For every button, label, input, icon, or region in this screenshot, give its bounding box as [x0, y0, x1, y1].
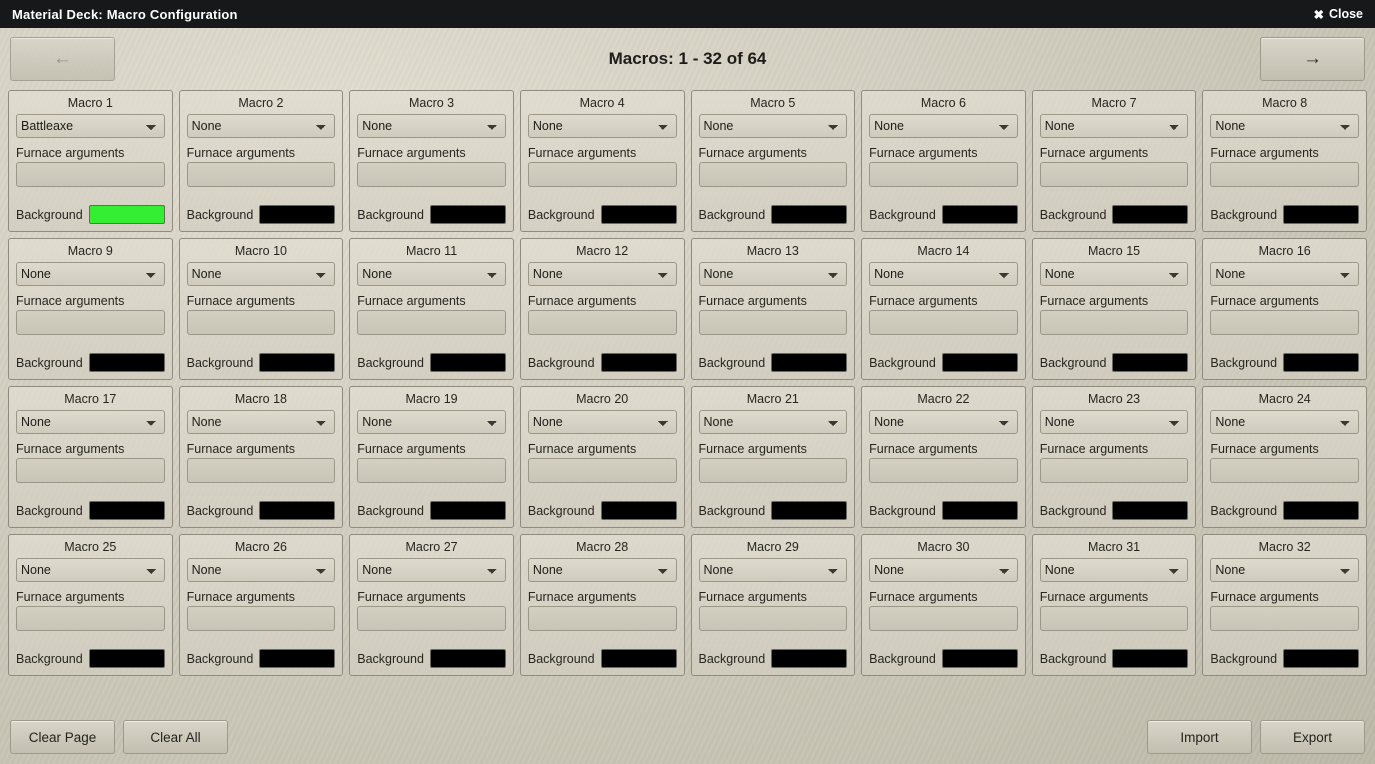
- furnace-arguments-input[interactable]: [1040, 310, 1189, 335]
- furnace-arguments-label: Furnace arguments: [698, 442, 807, 456]
- macro-card: [349, 386, 514, 528]
- macro-select[interactable]: [869, 262, 1018, 286]
- macro-card: [861, 90, 1026, 232]
- macro-title: Macro 6: [920, 96, 967, 110]
- furnace-arguments-input[interactable]: [699, 606, 848, 631]
- macro-select[interactable]: [1210, 262, 1359, 286]
- macro-title: Macro 11: [405, 244, 458, 258]
- furnace-arguments-input[interactable]: [869, 310, 1018, 335]
- background-label: Background: [698, 207, 766, 222]
- furnace-arguments-input[interactable]: [699, 162, 848, 187]
- background-row: [699, 649, 848, 668]
- background-label: Background: [869, 651, 936, 666]
- background-color-swatch[interactable]: [771, 649, 847, 668]
- macro-card: [691, 534, 856, 676]
- background-row: [869, 501, 1018, 520]
- furnace-arguments-label: Furnace arguments: [357, 146, 466, 160]
- background-label: Background: [1210, 651, 1278, 666]
- macro-title: Macro 8: [1262, 96, 1308, 110]
- macro-card: [8, 90, 173, 232]
- macro-title: Macro 3: [408, 96, 455, 110]
- background-color-swatch[interactable]: [1283, 501, 1359, 520]
- background-color-swatch[interactable]: [430, 649, 506, 668]
- background-label: Background: [16, 207, 83, 222]
- furnace-arguments-input[interactable]: [16, 606, 165, 631]
- background-label: Background: [527, 355, 595, 370]
- background-color-swatch[interactable]: [942, 501, 1018, 520]
- background-label: Background: [698, 651, 766, 666]
- background-row: [869, 649, 1018, 668]
- background-label: Background: [1210, 355, 1278, 370]
- macro-card: [179, 386, 344, 528]
- previous-page-button[interactable]: [10, 37, 115, 81]
- furnace-arguments-label: Furnace arguments: [16, 590, 125, 604]
- furnace-arguments-label: Furnace arguments: [1039, 590, 1149, 604]
- furnace-arguments-label: Furnace arguments: [16, 146, 125, 160]
- macro-card: [179, 238, 344, 380]
- furnace-arguments-label: Furnace arguments: [186, 146, 296, 160]
- background-label: Background: [186, 651, 254, 666]
- background-label: Background: [16, 503, 83, 518]
- close-button[interactable]: [1313, 7, 1363, 22]
- pager-header: [0, 28, 1375, 90]
- macro-card: [8, 386, 173, 528]
- macro-select[interactable]: [357, 114, 506, 138]
- background-row: [528, 205, 677, 224]
- macro-card: [861, 386, 1026, 528]
- background-label: Background: [1210, 207, 1278, 222]
- furnace-arguments-label: Furnace arguments: [1039, 294, 1149, 308]
- furnace-arguments-label: Furnace arguments: [698, 294, 807, 308]
- macro-card: [8, 534, 173, 676]
- furnace-arguments-label: Furnace arguments: [357, 294, 466, 308]
- background-row: [528, 501, 677, 520]
- background-color-swatch[interactable]: [942, 205, 1018, 224]
- macro-card: [1202, 238, 1367, 380]
- furnace-arguments-label: Furnace arguments: [869, 146, 978, 160]
- background-row: [528, 353, 677, 372]
- arrow-left-icon: ←: [53, 48, 72, 69]
- import-button[interactable]: Import: [1147, 720, 1252, 754]
- macro-select[interactable]: [869, 558, 1018, 582]
- clear-page-button[interactable]: Clear Page: [10, 720, 115, 754]
- macro-select[interactable]: [528, 558, 677, 582]
- macro-title: Macro 21: [746, 392, 799, 406]
- macro-select[interactable]: [16, 410, 165, 434]
- furnace-arguments-input[interactable]: [528, 162, 677, 187]
- macro-select[interactable]: [357, 410, 506, 434]
- background-label: Background: [357, 355, 424, 370]
- macro-select[interactable]: [699, 114, 848, 138]
- macro-select[interactable]: [869, 410, 1018, 434]
- background-label: Background: [186, 503, 254, 518]
- furnace-arguments-label: Furnace arguments: [357, 590, 466, 604]
- arrow-right-icon: →: [1303, 48, 1322, 69]
- furnace-arguments-input[interactable]: [16, 458, 165, 483]
- macro-card: [1202, 534, 1367, 676]
- background-color-swatch[interactable]: [259, 353, 335, 372]
- background-label: Background: [527, 651, 595, 666]
- background-label: Background: [1039, 207, 1107, 222]
- furnace-arguments-label: Furnace arguments: [869, 442, 978, 456]
- background-row: [357, 205, 506, 224]
- macro-title: Macro 15: [1088, 244, 1141, 258]
- furnace-arguments-input[interactable]: [1210, 606, 1359, 631]
- background-label: Background: [186, 355, 254, 370]
- background-color-swatch[interactable]: [601, 501, 677, 520]
- macro-title: Macro 1: [67, 96, 113, 110]
- macro-card: [520, 238, 685, 380]
- background-color-swatch[interactable]: [89, 501, 165, 520]
- furnace-arguments-label: Furnace arguments: [527, 294, 637, 308]
- furnace-arguments-label: Furnace arguments: [1210, 442, 1319, 456]
- clear-all-button[interactable]: Clear All: [123, 720, 228, 754]
- background-row: [187, 649, 336, 668]
- macro-title: Macro 18: [234, 392, 287, 406]
- macro-select[interactable]: [187, 114, 336, 138]
- background-color-swatch[interactable]: [89, 205, 165, 224]
- furnace-arguments-input[interactable]: [869, 458, 1018, 483]
- furnace-arguments-label: Furnace arguments: [186, 442, 296, 456]
- furnace-arguments-input[interactable]: [187, 606, 336, 631]
- background-row: [1210, 501, 1359, 520]
- macro-select[interactable]: [357, 262, 506, 286]
- macro-card: [520, 386, 685, 528]
- furnace-arguments-input[interactable]: [1210, 162, 1359, 187]
- furnace-arguments-input[interactable]: [16, 162, 165, 187]
- background-row: [699, 353, 848, 372]
- furnace-arguments-input[interactable]: [1040, 458, 1189, 483]
- macro-select[interactable]: [699, 410, 848, 434]
- title-bar: [0, 0, 1375, 28]
- macro-select[interactable]: [528, 410, 677, 434]
- macro-title: Macro 26: [234, 540, 287, 554]
- macro-select[interactable]: [357, 558, 506, 582]
- next-page-button[interactable]: [1260, 37, 1365, 81]
- macro-select[interactable]: [1210, 558, 1359, 582]
- furnace-arguments-label: Furnace arguments: [1210, 590, 1319, 604]
- background-color-swatch[interactable]: [771, 501, 847, 520]
- furnace-arguments-label: Furnace arguments: [186, 294, 296, 308]
- furnace-arguments-label: Furnace arguments: [1210, 146, 1319, 160]
- macro-title: Macro 24: [1258, 392, 1311, 406]
- macro-title: Macro 30: [917, 540, 970, 554]
- background-row: [16, 353, 165, 372]
- background-color-swatch[interactable]: [259, 501, 335, 520]
- background-row: [1040, 501, 1189, 520]
- furnace-arguments-label: Furnace arguments: [1210, 294, 1319, 308]
- macro-title: Macro 2: [238, 96, 284, 110]
- macro-title: Macro 13: [746, 244, 799, 258]
- macro-title: Macro 19: [405, 392, 458, 406]
- macro-select[interactable]: [699, 558, 848, 582]
- background-label: Background: [1039, 503, 1107, 518]
- background-row: [187, 353, 336, 372]
- background-label: Background: [698, 355, 766, 370]
- furnace-arguments-label: Furnace arguments: [1039, 146, 1149, 160]
- background-color-swatch[interactable]: [89, 353, 165, 372]
- background-color-swatch[interactable]: [601, 353, 677, 372]
- close-label: Close: [1328, 7, 1363, 21]
- macro-title: Macro 10: [234, 244, 287, 258]
- macro-select[interactable]: [528, 262, 677, 286]
- background-row: [16, 501, 165, 520]
- macro-select[interactable]: [16, 114, 165, 138]
- background-row: [699, 205, 848, 224]
- macro-select[interactable]: [1040, 558, 1189, 582]
- background-label: Background: [357, 503, 424, 518]
- macro-select[interactable]: [869, 114, 1018, 138]
- furnace-arguments-label: Furnace arguments: [186, 590, 296, 604]
- furnace-arguments-input[interactable]: [357, 162, 506, 187]
- furnace-arguments-input[interactable]: [357, 458, 506, 483]
- macro-select[interactable]: [699, 262, 848, 286]
- macro-select[interactable]: [528, 114, 677, 138]
- macro-select[interactable]: [187, 262, 336, 286]
- furnace-arguments-input[interactable]: [1210, 310, 1359, 335]
- footer-bar: [0, 720, 1375, 754]
- furnace-arguments-input[interactable]: [357, 606, 506, 631]
- background-label: Background: [527, 207, 595, 222]
- macro-title: Macro 28: [576, 540, 629, 554]
- background-row: [699, 501, 848, 520]
- background-color-swatch[interactable]: [601, 649, 677, 668]
- background-row: [1210, 353, 1359, 372]
- background-row: [869, 353, 1018, 372]
- macro-title: Macro 14: [917, 244, 970, 258]
- background-label: Background: [16, 355, 83, 370]
- background-label: Background: [698, 503, 766, 518]
- macro-card: [349, 238, 514, 380]
- macro-card: [1032, 238, 1197, 380]
- background-row: [16, 205, 165, 224]
- background-row: [16, 649, 165, 668]
- macro-card: [1032, 534, 1197, 676]
- macro-title: Macro 23: [1088, 392, 1141, 406]
- background-row: [869, 205, 1018, 224]
- macro-title: Macro 22: [917, 392, 970, 406]
- macro-title: Macro 17: [64, 392, 117, 406]
- macro-card: [691, 238, 856, 380]
- background-row: [1040, 353, 1189, 372]
- macro-title: Macro 9: [67, 244, 113, 258]
- macro-select[interactable]: [1040, 114, 1189, 138]
- macro-select[interactable]: [1210, 410, 1359, 434]
- background-label: Background: [357, 651, 424, 666]
- macro-card: [691, 90, 856, 232]
- furnace-arguments-label: Furnace arguments: [527, 590, 637, 604]
- macro-grid: [0, 90, 1375, 676]
- page-title: Macros: 1 - 32 of 64: [608, 49, 767, 68]
- background-color-swatch[interactable]: [771, 353, 847, 372]
- furnace-arguments-label: Furnace arguments: [1039, 442, 1149, 456]
- window-title: Material Deck: Macro Configuration: [12, 6, 238, 22]
- background-color-swatch[interactable]: [1112, 205, 1188, 224]
- macro-title: Macro 31: [1088, 540, 1141, 554]
- background-color-swatch[interactable]: [771, 205, 847, 224]
- macro-card: [520, 90, 685, 232]
- furnace-arguments-input[interactable]: [869, 162, 1018, 187]
- furnace-arguments-label: Furnace arguments: [527, 442, 637, 456]
- background-label: Background: [869, 355, 936, 370]
- background-label: Background: [186, 207, 254, 222]
- furnace-arguments-input[interactable]: [1040, 606, 1189, 631]
- background-row: [528, 649, 677, 668]
- macro-card: [179, 90, 344, 232]
- furnace-arguments-input[interactable]: [528, 310, 677, 335]
- background-row: [1210, 649, 1359, 668]
- furnace-arguments-input[interactable]: [528, 606, 677, 631]
- macro-card: [8, 238, 173, 380]
- background-color-swatch[interactable]: [430, 501, 506, 520]
- furnace-arguments-input[interactable]: [187, 162, 336, 187]
- furnace-arguments-label: Furnace arguments: [357, 442, 466, 456]
- macro-title: Macro 5: [750, 96, 796, 110]
- macro-card: [861, 238, 1026, 380]
- furnace-arguments-input[interactable]: [357, 310, 506, 335]
- furnace-arguments-input[interactable]: [699, 458, 848, 483]
- furnace-arguments-label: Furnace arguments: [16, 442, 125, 456]
- furnace-arguments-label: Furnace arguments: [698, 590, 807, 604]
- background-color-swatch[interactable]: [942, 353, 1018, 372]
- macro-card: [691, 386, 856, 528]
- furnace-arguments-input[interactable]: [187, 310, 336, 335]
- furnace-arguments-input[interactable]: [16, 310, 165, 335]
- background-color-swatch[interactable]: [1283, 205, 1359, 224]
- background-color-swatch[interactable]: [430, 353, 506, 372]
- background-row: [1210, 205, 1359, 224]
- background-label: Background: [1039, 355, 1107, 370]
- furnace-arguments-label: Furnace arguments: [869, 294, 978, 308]
- macro-card: [1032, 386, 1197, 528]
- macro-select[interactable]: [187, 410, 336, 434]
- background-color-swatch[interactable]: [601, 205, 677, 224]
- macro-select[interactable]: [1040, 410, 1189, 434]
- macro-select[interactable]: [16, 262, 165, 286]
- macro-card: [1032, 90, 1197, 232]
- furnace-arguments-label: Furnace arguments: [869, 590, 978, 604]
- background-label: Background: [1210, 503, 1278, 518]
- background-label: Background: [527, 503, 595, 518]
- furnace-arguments-label: Furnace arguments: [698, 146, 807, 160]
- furnace-arguments-label: Furnace arguments: [16, 294, 125, 308]
- macro-title: Macro 32: [1258, 540, 1311, 554]
- furnace-arguments-label: Furnace arguments: [527, 146, 637, 160]
- export-button[interactable]: Export: [1260, 720, 1365, 754]
- background-row: [1040, 649, 1189, 668]
- close-icon: ✖: [1313, 7, 1324, 22]
- background-row: [357, 649, 506, 668]
- macro-card: [520, 534, 685, 676]
- macro-select[interactable]: [1040, 262, 1189, 286]
- macro-card: [1202, 386, 1367, 528]
- macro-select[interactable]: [187, 558, 336, 582]
- macro-select[interactable]: [16, 558, 165, 582]
- macro-title: Macro 4: [579, 96, 625, 110]
- macro-title: Macro 25: [64, 540, 117, 554]
- macro-title: Macro 16: [1258, 244, 1311, 258]
- background-row: [1040, 205, 1189, 224]
- background-label: Background: [357, 207, 424, 222]
- background-label: Background: [1039, 651, 1107, 666]
- background-label: Background: [869, 207, 936, 222]
- footer-left-buttons: [10, 720, 228, 754]
- macro-card: [861, 534, 1026, 676]
- macro-card: [179, 534, 344, 676]
- furnace-arguments-input[interactable]: [699, 310, 848, 335]
- furnace-arguments-input[interactable]: [187, 458, 336, 483]
- background-color-swatch[interactable]: [1112, 501, 1188, 520]
- macro-title: Macro 27: [405, 540, 458, 554]
- background-color-swatch[interactable]: [259, 649, 335, 668]
- macro-card: [349, 90, 514, 232]
- furnace-arguments-input[interactable]: [528, 458, 677, 483]
- furnace-arguments-input[interactable]: [1040, 162, 1189, 187]
- background-row: [357, 353, 506, 372]
- macro-title: Macro 20: [576, 392, 629, 406]
- background-color-swatch[interactable]: [259, 205, 335, 224]
- furnace-arguments-input[interactable]: [869, 606, 1018, 631]
- furnace-arguments-input[interactable]: [1210, 458, 1359, 483]
- background-row: [187, 501, 336, 520]
- background-row: [187, 205, 336, 224]
- background-color-swatch[interactable]: [430, 205, 506, 224]
- background-color-swatch[interactable]: [1283, 353, 1359, 372]
- footer-right-buttons: [1147, 720, 1365, 754]
- background-color-swatch[interactable]: [1283, 649, 1359, 668]
- background-label: Background: [869, 503, 936, 518]
- background-row: [357, 501, 506, 520]
- background-color-swatch[interactable]: [942, 649, 1018, 668]
- background-color-swatch[interactable]: [1112, 353, 1188, 372]
- macro-title: Macro 29: [746, 540, 799, 554]
- macro-title: Macro 7: [1091, 96, 1137, 110]
- macro-select[interactable]: [1210, 114, 1359, 138]
- macro-title: Macro 12: [576, 244, 629, 258]
- background-color-swatch[interactable]: [89, 649, 165, 668]
- background-label: Background: [16, 651, 83, 666]
- macro-card: [1202, 90, 1367, 232]
- background-color-swatch[interactable]: [1112, 649, 1188, 668]
- macro-card: [349, 534, 514, 676]
